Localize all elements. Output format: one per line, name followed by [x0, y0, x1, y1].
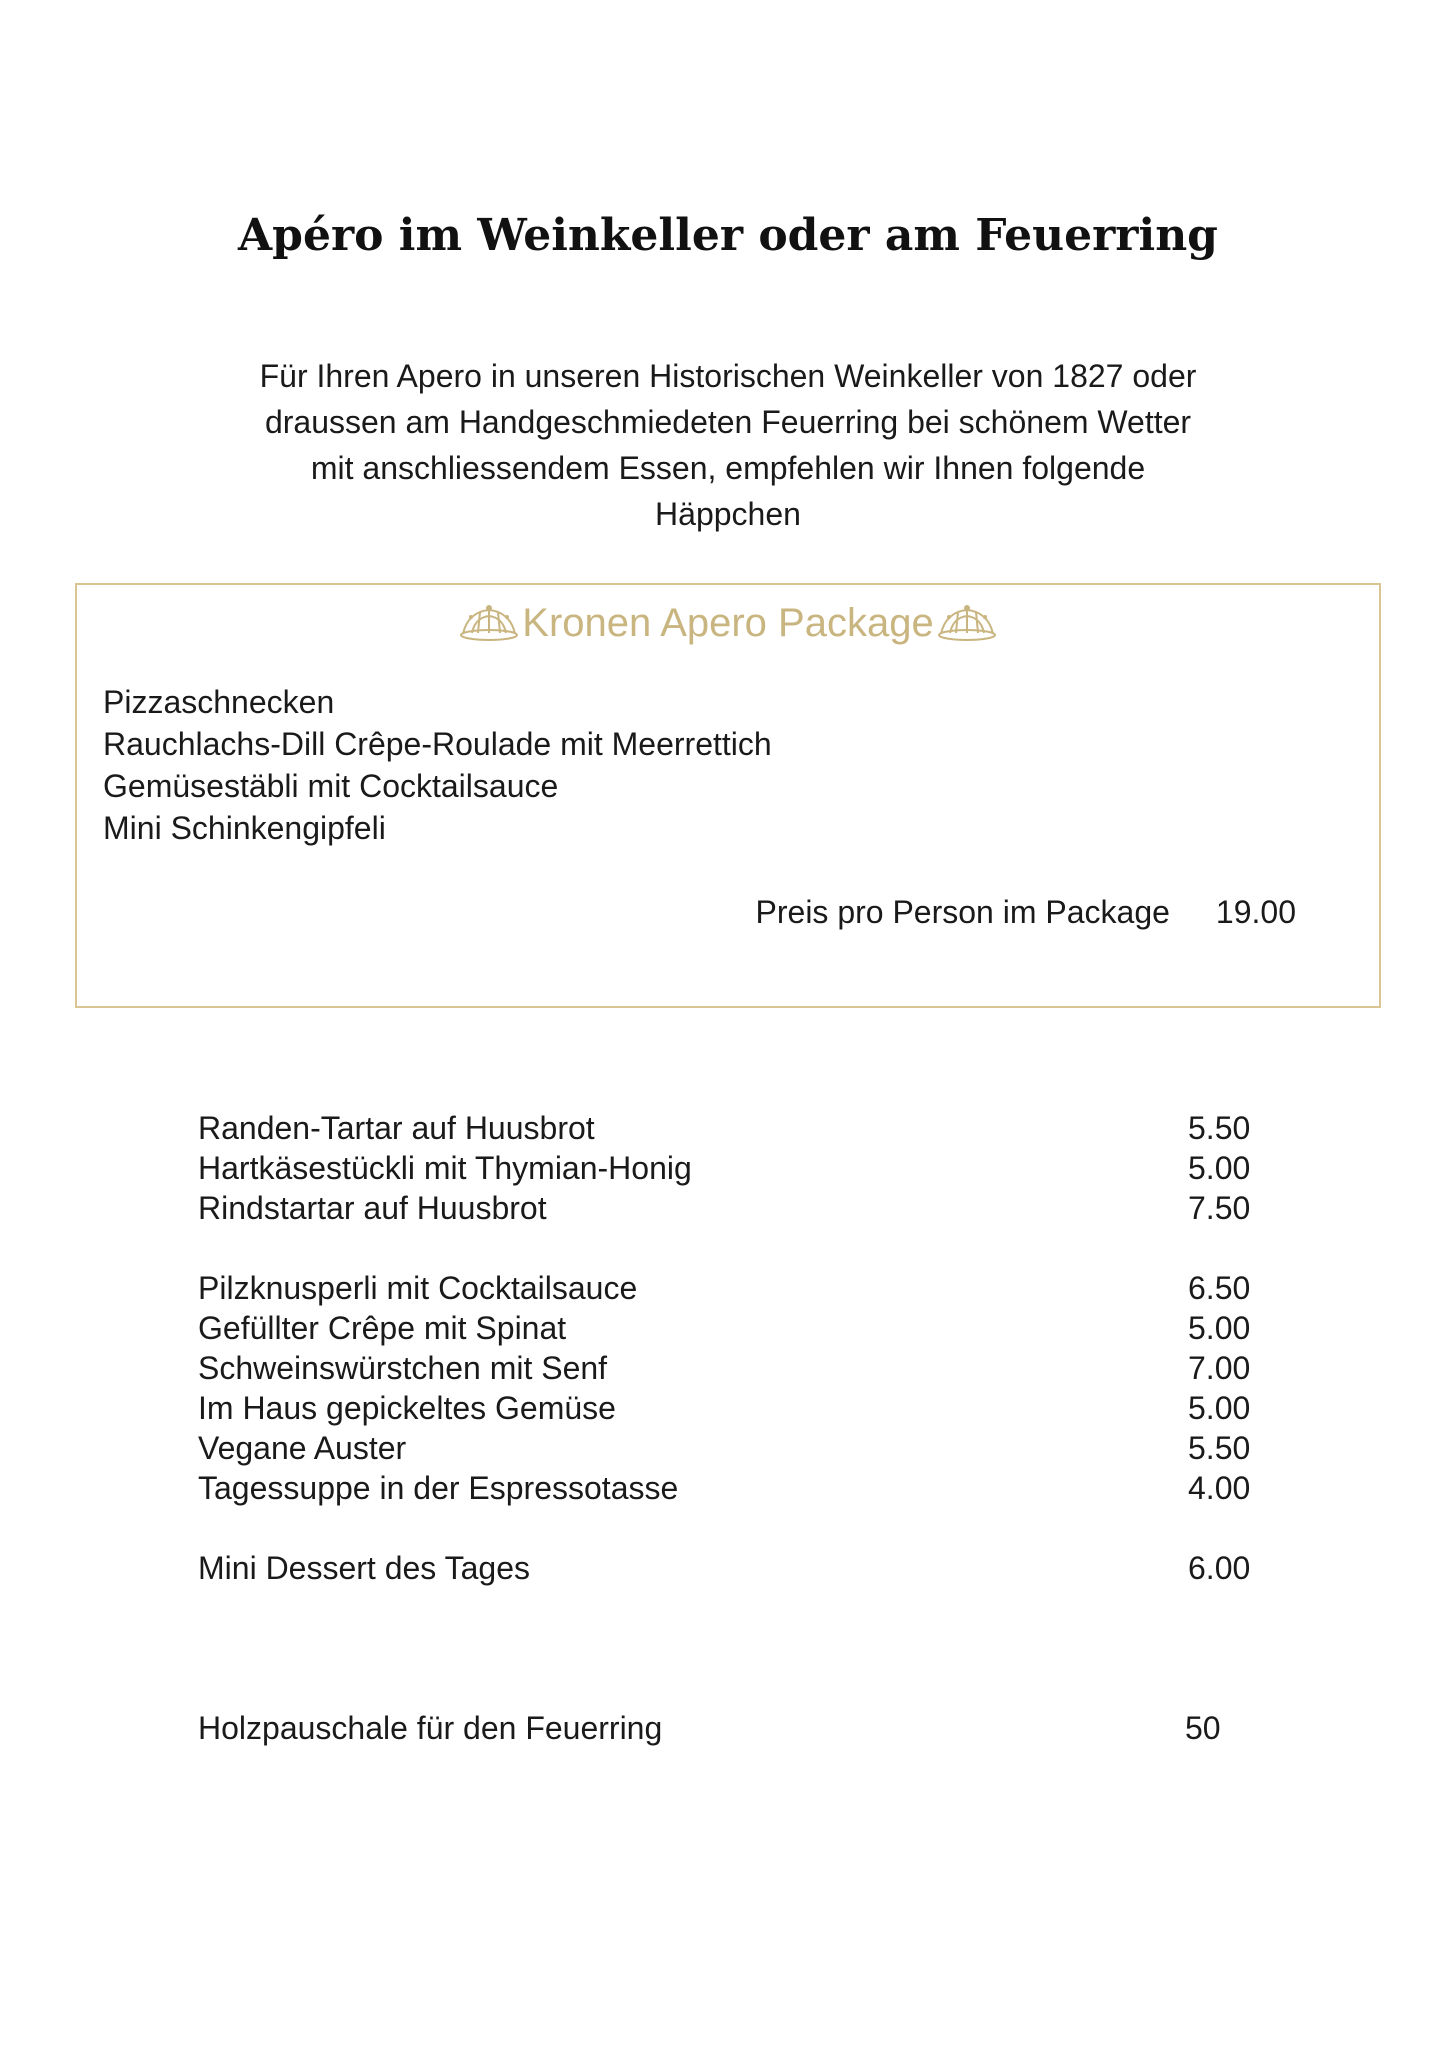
package-item: Pizzaschnecken	[103, 684, 335, 720]
package-item-list	[103, 681, 772, 849]
menu-item-name: Hartkäsestückli mit Thymian-Honig	[198, 1150, 692, 1186]
package-price-label: Preis pro Person im Package	[755, 894, 1170, 930]
intro-line: Häppchen	[655, 496, 801, 532]
intro-line: mit anschliessendem Essen, empfehlen wir Ihnen folgende	[310, 450, 1146, 486]
intro-text	[178, 353, 1278, 537]
menu-item-name: Schweinswürstchen mit Senf	[198, 1350, 608, 1386]
crown-icon	[936, 603, 998, 643]
package-item: Mini Schinkengipfeli	[103, 810, 386, 846]
menu-item-price: 5.50	[1188, 1430, 1251, 1466]
package-price-value: 19.00	[1215, 894, 1296, 930]
menu-item-name: Im Haus gepickeltes Gemüse	[198, 1390, 616, 1426]
menu-item-price: 7.50	[1188, 1190, 1251, 1226]
wood-fee-name: Holzpauschale für den Feuerring	[198, 1710, 663, 1746]
package-item: Rauchlachs-Dill Crêpe-Roulade mit Meerrettich	[103, 726, 772, 762]
package-price-row	[756, 891, 1296, 933]
package-box	[75, 583, 1381, 1008]
menu-item-name: Vegane Auster	[198, 1430, 407, 1466]
menu-item-price: 5.00	[1188, 1150, 1251, 1186]
menu-item-price: 7.00	[1188, 1350, 1251, 1386]
menu-item-name: Pilzknusperli mit Cocktailsauce	[198, 1270, 638, 1306]
package-heading	[77, 593, 1379, 653]
menu-item-price: 6.00	[1188, 1550, 1251, 1586]
menu-item-price: 5.00	[1188, 1390, 1251, 1426]
menu-item-name: Mini Dessert des Tages	[198, 1550, 530, 1586]
menu-item-price: 6.50	[1188, 1270, 1251, 1306]
menu-item-name: Gefüllter Crêpe mit Spinat	[198, 1310, 567, 1346]
menu-item-name: Rindstartar auf Huusbrot	[198, 1190, 547, 1226]
menu-item-price: 4.00	[1188, 1470, 1251, 1506]
wood-fee-price: 50	[1185, 1710, 1221, 1746]
menu-item-price: 5.50	[1188, 1110, 1251, 1146]
menu-item-price: 5.00	[1188, 1310, 1251, 1346]
package-heading-label: Kronen Apero Package	[522, 600, 934, 645]
intro-line: Für Ihren Apero in unseren Historischen Weinkeller von 1827 oder	[259, 358, 1197, 394]
crown-icon	[458, 603, 520, 643]
intro-line: draussen am Handgeschmiedeten Feuerring bei schönem Wetter	[264, 404, 1192, 440]
menu-item-name: Tagessuppe in der Espressotasse	[198, 1470, 679, 1506]
page-title: Apéro im Weinkeller oder am Feuerring	[238, 210, 1218, 261]
package-item: Gemüsestäbli mit Cocktailsauce	[103, 768, 559, 804]
menu-item-name: Randen-Tartar auf Huusbrot	[198, 1110, 595, 1146]
